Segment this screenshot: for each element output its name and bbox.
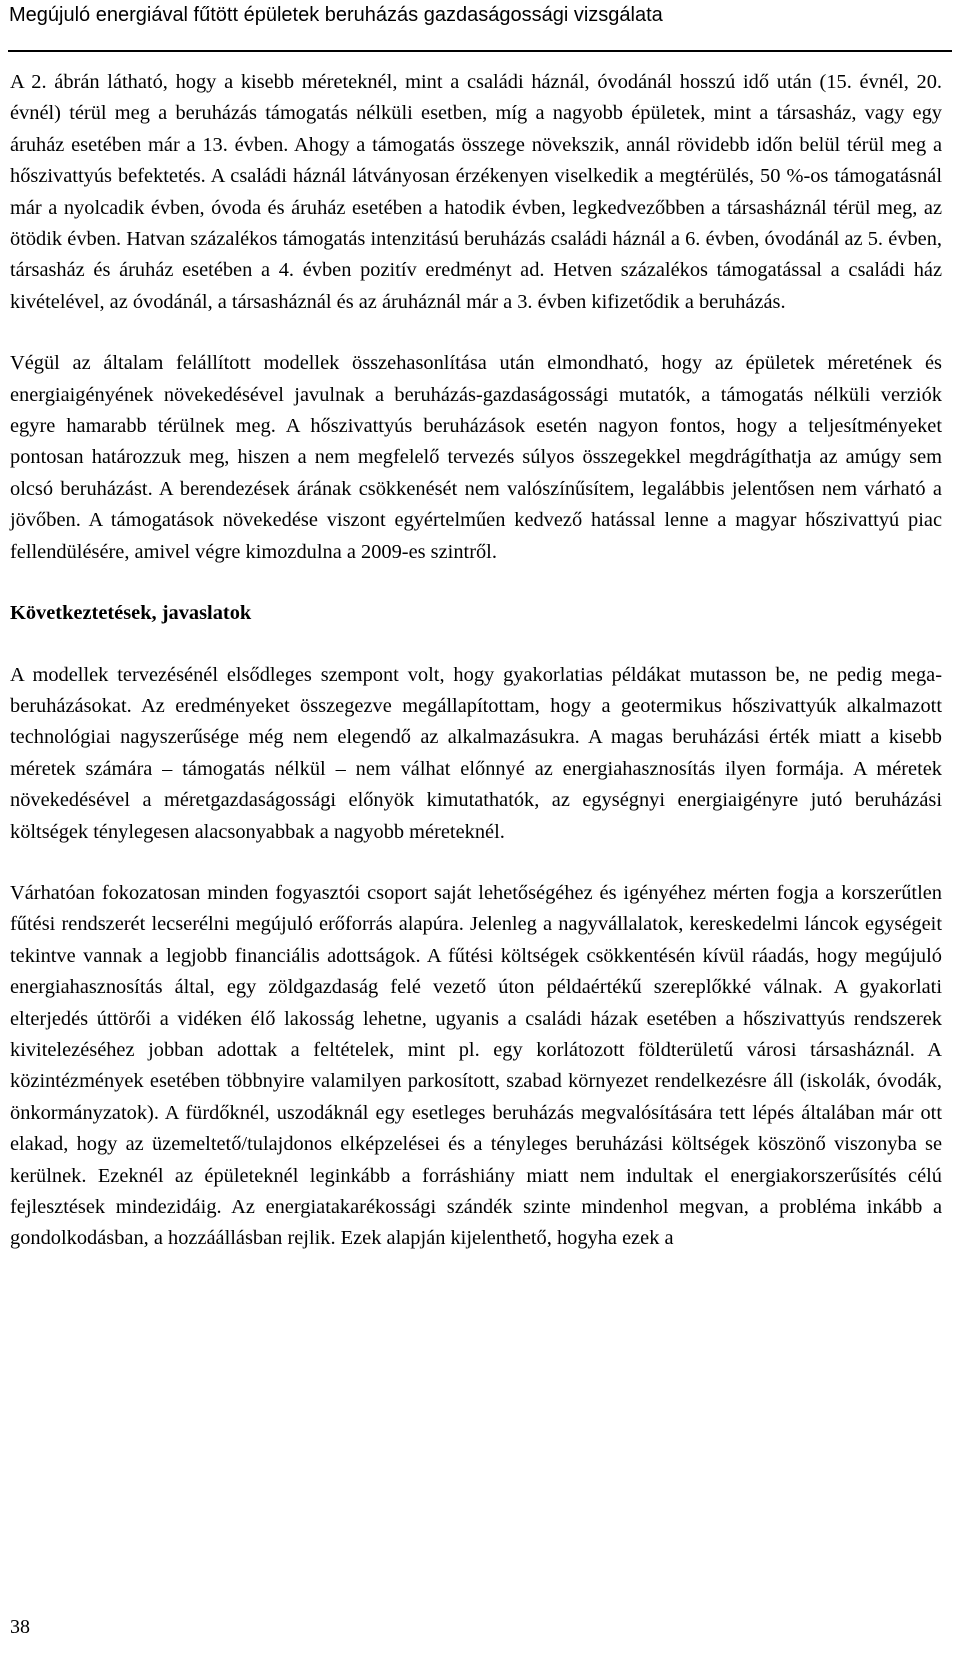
paragraph-support-payback: A 2. ábrán látható, hogy a kisebb méreteknél, mint a családi háznál, óvodánál hosszú idő után (15. évnél, 20. évnél) térül meg a beruházás támogatás nélküli esetben, míg a nagyobb épületek, mint a társasház, vagy egy áruház esetében már a 13. évben. Ahogy a támogatás összege növekszik, annál rövidebb időn belül térül meg a hőszivattyús befektetés. A családi háznál látványosan érzékenyen viselkedik a megtérülés, 50 %-os támogatásnál már a nyolcadik évben, óvoda és áruház esetében a hatodik évben, legkedvezőbben a társasháznál térül meg, az ötödik évben. Hatvan százalékos támogatás intenzitású beruházás családi háznál a 6. évben, óvodánál az 5. évben, társasház és áruház esetében a 4. évben pozitív eredményt ad. Hetven százalékos támogatással a családi ház kivételével, az óvodánál, a társasháznál és az áruháznál már a 3. évben kifizetődik a beruházás. [10,71,942,313]
header-divider [8,50,952,52]
running-header: Megújuló energiával fűtött épületek beruházás gazdaságossági vizsgálata [9,4,663,26]
section-heading-conclusions: Következtetések, javaslatok [10,602,252,625]
paragraph-consumer-groups: Várhatóan fokozatosan minden fogyasztói csoport saját lehetőségéhez és igényéhez mérten fogja a korszerűtlen fűtési rendszerét lecserélni megújuló erőforrás alapúra. Jelenleg a nagyvállalatok, kereskedelmi láncok egységeit tekintve vannak a legjobb financiális adottságok. A fűtési költségek csökkentésén kívül ráadás, hogy megújuló energiahasznosítás által, egy zöldgazdaság felé vezető úton példaértékű szereplőkké válnak. A gyakorlati elterjedés úttörői a vidéken élő lakosság lehetne, ugyanis a családi házak esetében a hőszivattyús rendszerek kivitelezéséhez jobban adottak a feltételek, mint pl. egy korlátozott földterületű városi társasháznál. A közintézmények esetében többnyire valamilyen parkosított, szabad környezet rendelkezésre áll (iskolák, óvodák, önkormányzatok). A fürdőknél, uszodáknál egy esetleges beruházás megvalósítására tett lépés általában már ott elakad, hogy az üzemeltető/tulajdonos elképzelései és a tényleges beruházási költségek köszönő viszonyba se kerülnek. Ezeknél az épületeknél leginkább a forráshiány miatt nem indultak el energiakorszerűsítés célú fejlesztések mindezidáig. Az energiatakarékossági szándék szinte mindenhol megvan, a probléma inkább a gondolkodásban, a hozzáállásban rejlik. Ezek alapján kijelenthető, hogyha ezek a [10,881,942,1250]
paragraph-model-comparison: Végül az általam felállított modellek összehasonlítása után elmondható, hogy az épületek méretének és energiaigényének növekedésével javulnak a beruházás-gazdaságossági mutatók, a támogatás nélküli verziók egyre hamarabb térülnek meg. A hőszivattyús beruházások esetén nagyon fontos, hogy a teljesítményeket pontosan határozzuk meg, hiszen a nem megfelelő tervezés súlyos összegekkel megdrágíthatja az amúgy sem olcsó beruházást. A berendezések árának csökkenését nem valószínűsítem, legalábbis jelentősen nem várható a jövőben. A támogatások növekedése viszont egyértelműen kedvező hatással lenne a magyar hőszivattyú piac fellendülésére, amivel végre kimozdulna a 2009-es szintről. [10,352,942,563]
body-text [10,67,942,1255]
page-number: 38 [10,1616,30,1638]
paragraph-model-design: A modellek tervezésénél elsődleges szempont volt, hogy gyakorlatias példákat mutasson be, ne pedig mega-beruházásokat. Az eredményeket összegezve megállapítottam, hogy a geotermikus hőszivattyúk alkalmazott technológiai nagyszerűsége még nem elegendő az alkalmazásukra. A magas beruházási érték miatt a kisebb méretek számára – támogatás nélkül – nem válhat előnnyé az energiahasznosítás ilyen formája. A méretek növekedésével a méretgazdaságossági előnyök kimutathatók, az egységnyi energiaigényre jutó beruházási költségek ténylegesen alacsonyabbak a nagyobb méreteknél. [10,663,942,843]
